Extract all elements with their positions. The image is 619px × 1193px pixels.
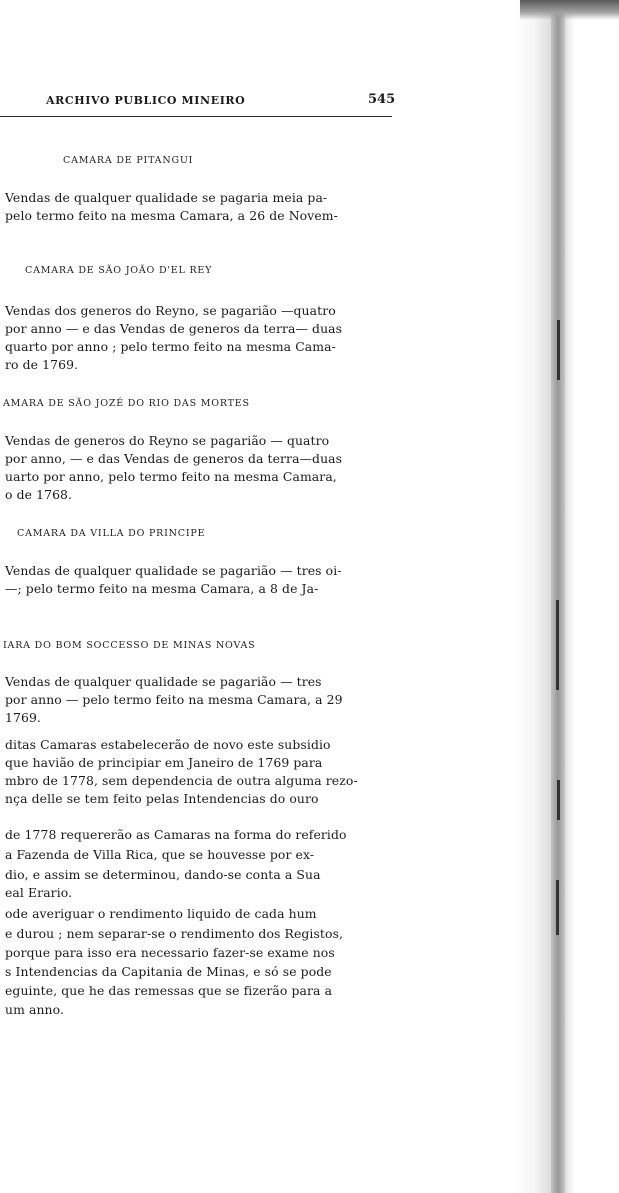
- text-line: ro de 1769.: [5, 357, 79, 372]
- text-line: —; pelo termo feito na mesma Camara, a 8 de Ja-: [5, 581, 319, 596]
- running-title: ARCHIVO PUBLICO MINEIRO: [46, 94, 246, 107]
- book-binding-shadow: [515, 0, 619, 1193]
- text-line: s Intendencias da Capitania de Minas, e só se pode: [5, 964, 332, 979]
- text-line: dio, e assim se determinou, dando-se conta a Sua: [5, 867, 321, 882]
- text-line: quarto por anno ; pelo termo feito na mesma Cama-: [5, 339, 336, 354]
- text-line: ode averiguar o rendimento liquido de cada hum: [5, 906, 317, 921]
- text-line: de 1778 requererão as Camaras na forma do referido: [5, 827, 347, 842]
- page-number: 545: [368, 92, 396, 107]
- binding-mark: [557, 320, 560, 380]
- text-line: Vendas de qualquer qualidade se pagaria meia pa-: [5, 190, 328, 205]
- text-line: o de 1768.: [5, 487, 73, 502]
- text-line: pelo termo feito na mesma Camara, a 26 de Novem-: [5, 208, 338, 223]
- text-line: 1769.: [5, 710, 41, 725]
- text-line: Vendas dos generos do Reyno, se pagarião —quatro: [5, 303, 336, 318]
- text-line: Vendas de qualquer qualidade se pagarião — tres: [5, 674, 322, 689]
- book-binding-top: [520, 0, 619, 20]
- section-heading: IARA DO BOM SOCCESSO DE MINAS NOVAS: [3, 640, 256, 651]
- text-line: uarto por anno, pelo termo feito na mesma Camara,: [5, 469, 337, 484]
- text-line: que havião de principiar em Janeiro de 1769 para: [5, 755, 323, 770]
- text-line: Vendas de qualquer qualidade se pagarião — tres oi-: [5, 563, 342, 578]
- binding-mark: [556, 600, 559, 690]
- header-rule: [0, 116, 392, 117]
- text-line: porque para isso era necessario fazer-se exame nos: [5, 945, 335, 960]
- section-heading: CAMARA DE SÃO JOÃO D'EL REY: [25, 265, 213, 276]
- text-line: mbro de 1778, sem dependencia de outra alguma rezo-: [5, 773, 358, 788]
- text-line: por anno — e das Vendas de generos da terra— duas: [5, 321, 343, 336]
- text-line: um anno.: [5, 1002, 64, 1017]
- section-heading: AMARA DE SÃO JOZÉ DO RIO DAS MORTES: [3, 398, 250, 409]
- book-spine-edge: [551, 0, 565, 1193]
- text-line: por anno — pelo termo feito na mesma Camara, a 29: [5, 692, 343, 707]
- binding-mark: [556, 880, 559, 935]
- text-line: nça delle se tem feito pelas Intendencias do ouro: [5, 791, 319, 806]
- section-heading: CAMARA DE PITANGUI: [63, 155, 194, 166]
- text-line: eguinte, que he das remessas que se fizerão para a: [5, 983, 333, 998]
- text-line: Vendas de generos do Reyno se pagarião — quatro: [5, 433, 330, 448]
- text-line: ditas Camaras estabelecerão de novo este subsidio: [5, 737, 331, 752]
- text-line: por anno, — e das Vendas de generos da terra—duas: [5, 451, 343, 466]
- section-heading: CAMARA DA VILLA DO PRINCIPE: [17, 528, 206, 539]
- binding-mark: [557, 780, 560, 820]
- text-line: e durou ; nem separar-se o rendimento dos Registos,: [5, 926, 344, 941]
- text-line: a Fazenda de Villa Rica, que se houvesse por ex-: [5, 847, 315, 862]
- text-line: eal Erario.: [5, 885, 73, 900]
